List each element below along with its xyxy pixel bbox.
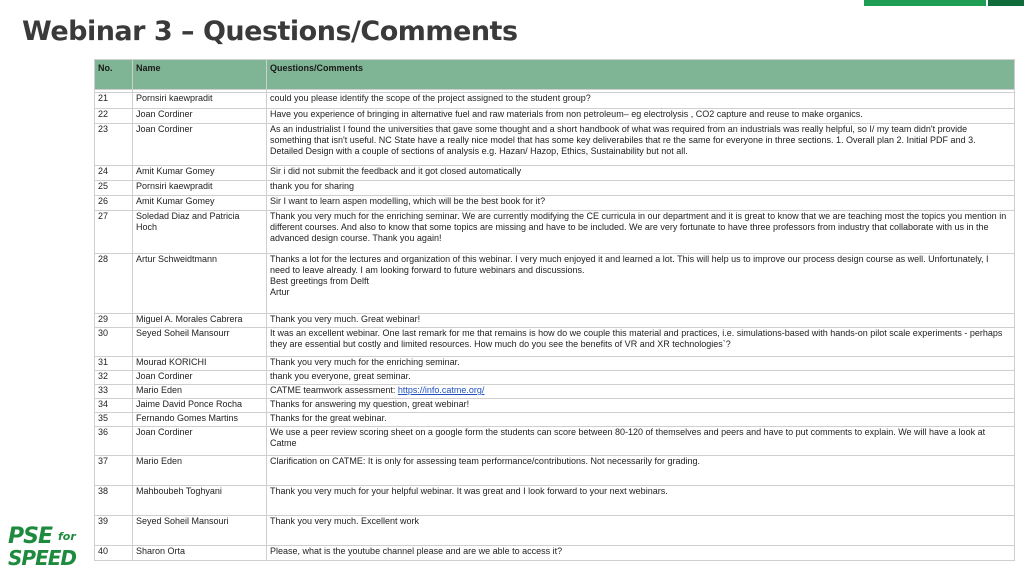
row-name: Artur Schweidtmann	[133, 254, 267, 314]
row-name: Seyed Soheil Mansouri	[133, 516, 267, 546]
row-number: 22	[95, 109, 133, 124]
header-comments: Questions/Comments	[267, 60, 1015, 90]
row-name: Miguel A. Morales Cabrera	[133, 314, 267, 328]
logo-pse-text: PSE	[8, 524, 52, 549]
table-row	[95, 427, 1015, 456]
row-comment: Please, what is the youtube channel please and are we able to access it?	[267, 546, 1015, 561]
row-number: 34	[95, 399, 133, 413]
row-comment: We use a peer review scoring sheet on a google form the students can score between 80-120 of themselves and peers and have to put comments to explain. We will have a look at Catme	[267, 427, 1015, 456]
row-number: 37	[95, 456, 133, 486]
row-number: 26	[95, 196, 133, 211]
row-number: 31	[95, 357, 133, 371]
table-row	[95, 196, 1015, 211]
top-accent-bar	[864, 0, 986, 6]
table-row	[95, 328, 1015, 357]
comment-text: CATME teamwork assessment:	[270, 385, 398, 395]
row-name: Joan Cordiner	[133, 109, 267, 124]
row-number: 33	[95, 385, 133, 399]
row-comment: Thank you very much. Great webinar!	[267, 314, 1015, 328]
row-comment: Have you experience of bringing in alternative fuel and raw materials from non petroleum– eg electrolysis , CO2 capture and reuse to make organics.	[267, 109, 1015, 124]
table-row	[95, 109, 1015, 124]
table-row	[95, 516, 1015, 546]
row-comment: Thank you very much for the enriching seminar. We are currently modifying the CE curricula in our department and it is great to know that we are teaching most the topics you mention in different courses. And also to know that some topics are missing and have to be included. We are very fortunate to have three professors from industry that collaborate with us in the advanced design course. Thank you again!	[267, 211, 1015, 254]
row-comment: Sir I want to learn aspen modelling, which will be the best book for it?	[267, 196, 1015, 211]
row-number: 40	[95, 546, 133, 561]
table-row	[95, 357, 1015, 371]
table-row	[95, 413, 1015, 427]
row-number: 39	[95, 516, 133, 546]
row-number: 32	[95, 371, 133, 385]
row-name: Fernando Gomes Martins	[133, 413, 267, 427]
table-row	[95, 254, 1015, 314]
table-row	[95, 456, 1015, 486]
row-comment: Thank you very much for your helpful webinar. It was great and I look forward to your next webinars.	[267, 486, 1015, 516]
row-number: 28	[95, 254, 133, 314]
row-comment: As an industrialist I found the universities that gave some thought and a short handbook of what was required from an industrials was really helpful, so I/ my team didn't provide something that isn't useful. NC State have a really nice model that has some key deliverabiles that re the same for everyone in three sections. 1. Overall plan 2. Initial PDF and 3. Detailed Design with a couple of sections of analysis e.g. Hazan/ Hazop, Ethics, Sustainability but not all.	[267, 124, 1015, 166]
table-row	[95, 546, 1015, 561]
row-name: Amit Kumar Gomey	[133, 166, 267, 181]
row-number: 29	[95, 314, 133, 328]
row-comment: Thanks a lot for the lectures and organization of this webinar. I very much enjoyed it and learned a lot. This will help us to improve our process design course as well. Unfortunately, I need to leave already. I am looking forward to future webinars and discussions. Best greetings from Delft Artur	[267, 254, 1015, 314]
row-name: Joan Cordiner	[133, 427, 267, 456]
table-row	[95, 211, 1015, 254]
logo-for-text: for	[58, 530, 76, 543]
row-number: 30	[95, 328, 133, 357]
row-comment: thank you everyone, great seminar.	[267, 371, 1015, 385]
row-name: Seyed Soheil Mansourr	[133, 328, 267, 357]
row-name: Joan Cordiner	[133, 124, 267, 166]
row-number: 38	[95, 486, 133, 516]
table-row	[95, 385, 1015, 399]
table-row	[95, 486, 1015, 516]
row-comment: Thank you very much for the enriching seminar.	[267, 357, 1015, 371]
row-number: 23	[95, 124, 133, 166]
pse-for-speed-logo	[6, 526, 92, 570]
table-row	[95, 371, 1015, 385]
row-comment: It was an excellent webinar. One last remark for me that remains is how do we couple this material and practices, i.e. simulations-based with hands-on pilot scale experiments - perhaps they are essential but costly and limited resources. How much do you see the benefits of VR and XR technologies`?	[267, 328, 1015, 357]
row-name: Pornsiri kaewpradit	[133, 93, 267, 109]
table-row	[95, 93, 1015, 109]
top-accent-bar-dark	[988, 0, 1024, 6]
row-comment: thank you for sharing	[267, 181, 1015, 196]
row-number: 25	[95, 181, 133, 196]
catme-link[interactable]: https://info.catme.org/	[397, 385, 485, 395]
row-comment: Thanks for answering my question, great webinar!	[267, 399, 1015, 413]
row-name: Joan Cordiner	[133, 371, 267, 385]
row-comment: Thanks for the great webinar.	[267, 413, 1015, 427]
row-number: 27	[95, 211, 133, 254]
row-name: Amit Kumar Gomey	[133, 196, 267, 211]
row-comment: Clarification on CATME: It is only for assessing team performance/contributions. Not necessarily for grading.	[267, 456, 1015, 486]
row-name: Mourad KORICHI	[133, 357, 267, 371]
table-row	[95, 166, 1015, 181]
row-name: Soledad Diaz and Patricia Hoch	[133, 211, 267, 254]
row-comment: could you please identify the scope of the project assigned to the student group?	[267, 93, 1015, 109]
header-name: Name	[133, 60, 267, 90]
table-row	[95, 314, 1015, 328]
row-name: Mahboubeh Toghyani	[133, 486, 267, 516]
row-number: 35	[95, 413, 133, 427]
row-number: 24	[95, 166, 133, 181]
table-row	[95, 399, 1015, 413]
table-row	[95, 181, 1015, 196]
row-name: Mario Eden	[133, 456, 267, 486]
row-number: 36	[95, 427, 133, 456]
table-header-row	[95, 60, 1015, 90]
comments-table	[94, 59, 1015, 561]
row-comment	[267, 385, 1015, 399]
logo-speed-text: SPEED	[8, 546, 76, 570]
slide-title: Webinar 3 – Questions/Comments	[22, 16, 518, 47]
row-name: Jaime David Ponce Rocha	[133, 399, 267, 413]
row-name: Mario Eden	[133, 385, 267, 399]
row-number: 21	[95, 93, 133, 109]
header-no: No.	[95, 60, 133, 90]
row-name: Pornsiri kaewpradit	[133, 181, 267, 196]
row-name: Sharon Orta	[133, 546, 267, 561]
row-comment: Sir i did not submit the feedback and it got closed automatically	[267, 166, 1015, 181]
row-comment: Thank you very much. Excellent work	[267, 516, 1015, 546]
table-row	[95, 124, 1015, 166]
